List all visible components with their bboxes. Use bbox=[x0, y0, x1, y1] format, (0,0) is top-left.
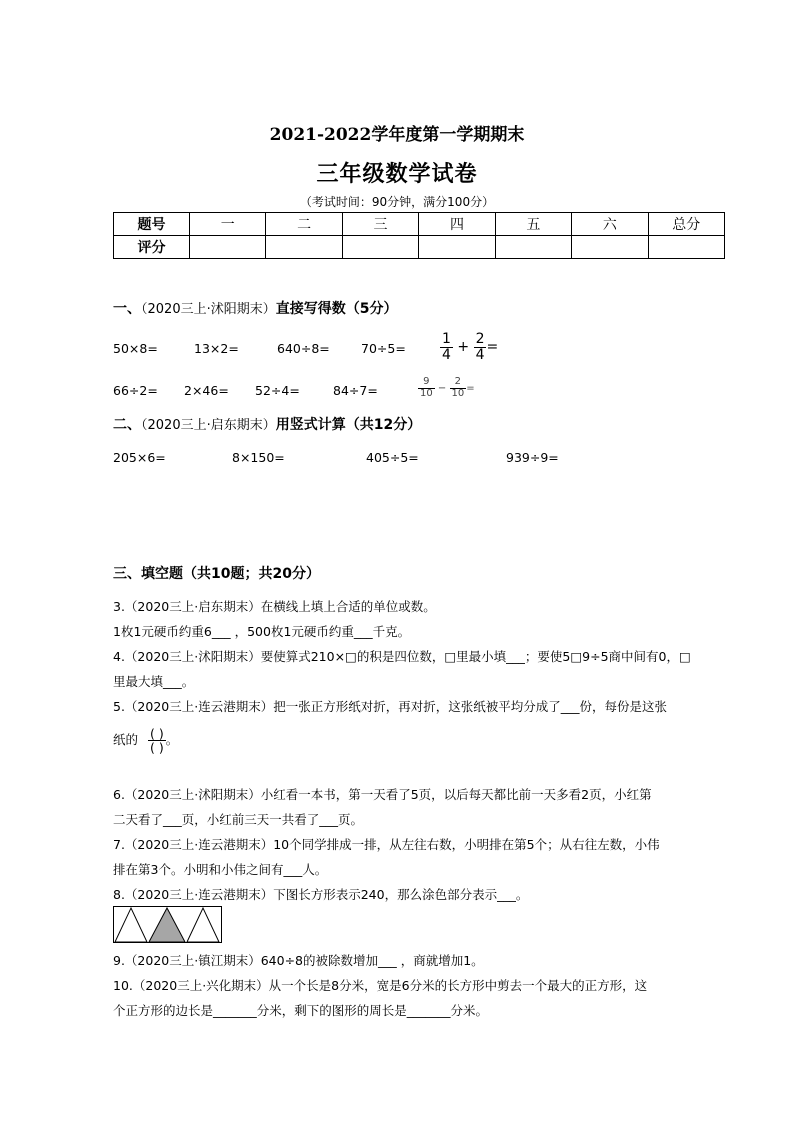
equals: = bbox=[466, 383, 475, 394]
calc-item: 13×2= bbox=[194, 341, 239, 356]
question-3-line1: 3.（2020三上·启东期末）在横线上填上合适的单位或数。 bbox=[113, 599, 436, 614]
calc-item: 50×8= bbox=[113, 341, 158, 356]
question-7-line2: 排在第3个。小明和小伟之间有___人。 bbox=[113, 862, 328, 877]
question-6-line2: 二天看了___页，小红前三天一共看了___页。 bbox=[113, 812, 364, 827]
fraction: $\frac{9}{10}$ bbox=[420, 376, 433, 399]
question-5-line2 bbox=[113, 727, 178, 754]
score-table bbox=[113, 212, 725, 259]
calc-item: 84÷7= bbox=[333, 383, 378, 398]
exam-info: （考试时间：90分钟，满分100分） bbox=[299, 195, 495, 209]
vertical-calc-item: 939÷9= bbox=[506, 450, 559, 465]
question-4-line1: 4.（2020三上·沭阳期末）要使算式210×□的积是四位数，□里最小填___；要使5□9÷5商中间有0，□ bbox=[113, 649, 691, 664]
score-cell[interactable] bbox=[266, 236, 342, 259]
blank-fraction: $\frac{( )}{( )}$ bbox=[150, 726, 164, 756]
score-cell[interactable] bbox=[190, 236, 266, 259]
question-4-line2: 里最大填___。 bbox=[113, 674, 195, 689]
calc-item: 52÷4= bbox=[255, 383, 300, 398]
vertical-calc-item: 405÷5= bbox=[366, 450, 419, 465]
question-9: 9.（2020三上·镇江期末）640÷8的被除数增加___ ，商就增加1。 bbox=[113, 953, 484, 968]
section1-title: 直接写得数（5分） bbox=[275, 301, 398, 317]
calc-item: 70÷5= bbox=[361, 341, 406, 356]
col-6: 六 bbox=[572, 213, 648, 236]
vertical-calc-item: 8×150= bbox=[232, 450, 285, 465]
score-table-header-row bbox=[114, 213, 725, 236]
q5-period: 。 bbox=[165, 732, 179, 748]
score-cell[interactable] bbox=[495, 236, 571, 259]
q5-text: 纸的 bbox=[113, 732, 139, 748]
row-label-question: 题号 bbox=[114, 213, 190, 236]
section1-prefix: 一、 bbox=[113, 301, 141, 317]
section3-heading: 三、填空题（共10题；共20分） bbox=[113, 566, 320, 582]
fraction-expression-1 bbox=[440, 332, 498, 362]
section1-source: （2020三上·沭阳期末） bbox=[141, 302, 276, 317]
exam-subject-title: 三年级数学试卷 bbox=[316, 162, 478, 187]
calc-item: 66÷2= bbox=[113, 383, 158, 398]
equals: = bbox=[486, 339, 499, 356]
exam-year-title: 2021-2022学年度第一学期期末 bbox=[269, 125, 525, 145]
question-10-line2: 个正方形的边长是_______分米，剩下的图形的周长是_______分米。 bbox=[113, 1003, 489, 1018]
score-cell[interactable] bbox=[572, 236, 648, 259]
col-4: 四 bbox=[419, 213, 495, 236]
question-5-line1: 5.（2020三上·连云港期末）把一张正方形纸对折，再对折，这张纸被平均分成了___份，每份是这张 bbox=[113, 699, 667, 714]
section2-source: （2020三上·启东期末） bbox=[141, 418, 276, 433]
score-table-score-row bbox=[114, 236, 725, 259]
vertical-calc-item: 205×6= bbox=[113, 450, 166, 465]
row-label-score: 评分 bbox=[114, 236, 190, 259]
col-1: 一 bbox=[190, 213, 266, 236]
col-5: 五 bbox=[495, 213, 571, 236]
score-cell[interactable] bbox=[342, 236, 418, 259]
fraction: $\frac{2}{4}$ bbox=[475, 331, 485, 363]
score-cell[interactable] bbox=[419, 236, 495, 259]
fraction: $\frac{1}{4}$ bbox=[442, 331, 451, 363]
fraction: $\frac{2}{10}$ bbox=[451, 376, 465, 399]
calc-item: 640÷8= bbox=[277, 341, 330, 356]
question-7-line1: 7.（2020三上·连云港期末）10个同学排成一排，从左往右数，小明排在第5个；从右往左数，小伟 bbox=[113, 837, 660, 852]
fraction-expression-2 bbox=[418, 377, 475, 399]
col-2: 二 bbox=[266, 213, 342, 236]
calc-item: 2×46= bbox=[184, 383, 229, 398]
rectangle-triangles-figure bbox=[113, 906, 223, 944]
section2-prefix: 二、 bbox=[113, 417, 141, 433]
operator: + bbox=[457, 339, 470, 356]
question-8: 8.（2020三上·连云港期末）下图长方形表示240，那么涂色部分表示___。 bbox=[113, 887, 529, 902]
question-10-line1: 10.（2020三上·兴化期末）从一个长是8分米，宽是6分米的长方形中剪去一个最大的正方形，这 bbox=[113, 978, 648, 993]
section2-heading bbox=[113, 414, 421, 434]
question-3-line2: 1枚1元硬币约重6___ ，500枚1元硬币约重___千克。 bbox=[113, 624, 411, 639]
col-total: 总分 bbox=[648, 213, 724, 236]
section2-title: 用竖式计算（共12分） bbox=[275, 417, 422, 433]
question-6-line1: 6.（2020三上·沭阳期末）小红看一本书，第一天看了5页，以后每天都比前一天多看2页，小红第 bbox=[113, 787, 652, 802]
score-cell[interactable] bbox=[648, 236, 724, 259]
col-3: 三 bbox=[342, 213, 418, 236]
operator: − bbox=[437, 383, 447, 394]
section1-heading bbox=[113, 298, 397, 318]
